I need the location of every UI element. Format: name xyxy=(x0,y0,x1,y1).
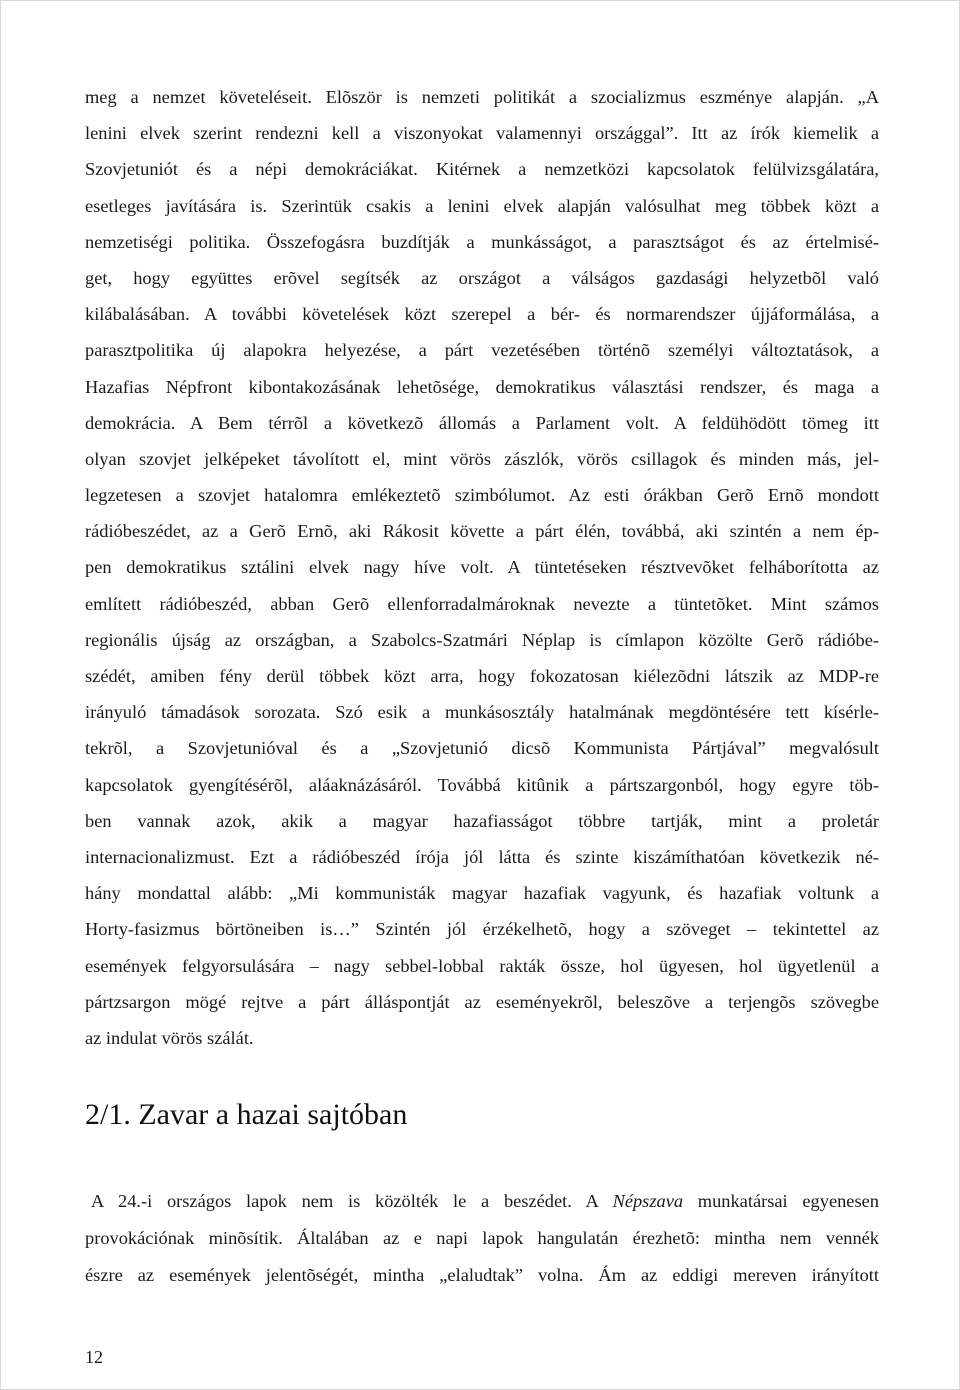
section-heading: 2/1. Zavar a hazai sajtóban xyxy=(85,1098,408,1131)
text-line: hány mondattal alább: „Mi kommunisták magyar hazafiak vagyunk, és hazafiak voltunk a xyxy=(85,883,879,904)
text-line: ben vannak azok, akik a magyar hazafiasságot többre tartják, mint a proletár xyxy=(85,810,879,831)
text-line xyxy=(85,1183,879,1220)
page-number: 12 xyxy=(85,1347,103,1367)
text-line: szédét, amiben fény derül többek közt arra, hogy fokozatosan kiélezõdni látszik az MDP-re xyxy=(85,666,879,686)
text-line: pártzsargon mögé rejtve a párt álláspontját az eseményekrõl, beleszõve a terjengõs szövegbe xyxy=(85,991,879,1012)
text-line: kilábalásában. A további követelések közt szerepel a bér- és normarendszer újjáformálása, a xyxy=(85,304,879,325)
text-line: az indulat vörös szálát. xyxy=(85,1027,254,1048)
text-line: esetleges javítására is. Szerintük csakis a lenini elvek alapján valósulhat meg többek közt a xyxy=(85,195,879,216)
text-line: provokációnak minõsítik. Általában az e napi lapok hangulatán érezhetõ: mintha nem vennék xyxy=(85,1228,879,1248)
text-line: lenini elvek szerint rendezni kell a viszonyokat valamennyi országgal”. Itt az írók kiemelik a xyxy=(85,123,879,144)
text-line: regionális újság az országban, a Szabolcs-Szatmári Néplap is címlapon közölte Gerõ rádióbe- xyxy=(85,629,879,650)
text-line: észre az események jelentõségét, mintha „elaludtak” volna. Ám az eddigi mereven irányított xyxy=(85,1265,879,1285)
text-line: meg a nemzet követeléseit. Elõször is nemzeti politikát a szocializmus eszménye alapján. „A xyxy=(85,87,879,107)
newspaper-title: Népszava xyxy=(612,1191,684,1211)
text-line: internacionalizmust. Ezt a rádióbeszéd írója jól látta és szinte kiszámíthatóan következik né- xyxy=(85,846,879,867)
text-line: legzetesen a szovjet hatalomra emlékeztetõ szimbólumot. Az esti órákban Gerõ Ernõ mondott xyxy=(85,485,879,506)
paragraph-2 xyxy=(85,1183,879,1294)
text-line: Hazafias Népfront kibontakozásának lehetõsége, demokratikus választási rendszer, és maga a xyxy=(85,376,879,397)
text-line: tekrõl, a Szovjetunióval és a „Szovjetunió dicsõ Kommunista Pártjával” megvalósult xyxy=(85,738,879,759)
paragraph-1 xyxy=(85,79,879,1056)
text-line: get, hogy együttes erõvel segítsék az országot a válságos gazdasági helyzetbõl való xyxy=(85,267,879,288)
text-line: demokrácia. A Bem térrõl a következõ állomás a Parlament volt. A feldühödött tömeg itt xyxy=(85,412,879,433)
text-line: nemzetiségi politika. Összefogásra buzdítják a munkásságot, a parasztságot és az értelmisé- xyxy=(85,231,879,252)
text-line: kapcsolatok gyengítésérõl, aláaknázásáról. Továbbá kitûnik a pártszargonból, hogy egyre töb- xyxy=(85,774,879,795)
text-line: parasztpolitika új alapokra helyezése, a párt vezetésében történõ személyi változtatások, a xyxy=(85,340,879,361)
text-line: események felgyorsulására – nagy sebbel-lobbal rakták össze, hol ügyesen, hol ügyetlenül a xyxy=(85,955,879,976)
text-line: Szovjetuniót és a népi demokráciákat. Kitérnek a nemzetközi kapcsolatok felülvizsgálatára, xyxy=(85,159,879,180)
text-line: olyan szovjet jelképeket távolított el, mint vörös zászlók, vörös csillagok és minden más, jel- xyxy=(85,448,879,469)
text-line: irányuló támadások sorozata. Szó esik a munkásosztály hatalmának megdöntésére tett kísérle- xyxy=(85,702,879,723)
text-line: Horty-fasizmus börtöneiben is…” Szintén jól érzékelhetõ, hogy a szöveget – tekintettel az xyxy=(85,919,879,940)
text-line: pen demokratikus sztálini elvek nagy híve volt. A tüntetéseken résztvevõket felháborította az xyxy=(85,557,879,578)
text-run: A 24.-i országos lapok nem is közölték le a beszédet. A xyxy=(91,1191,613,1211)
text-line: említett rádióbeszéd, abban Gerõ ellenforradalmároknak nevezte a tüntetõket. Mint számos xyxy=(85,593,879,614)
text-line: rádióbeszédet, az a Gerõ Ernõ, aki Rákosit követte a párt élén, továbbá, aki szintén a nem ép- xyxy=(85,521,879,542)
text-run: munkatársai egyenesen xyxy=(683,1191,879,1211)
